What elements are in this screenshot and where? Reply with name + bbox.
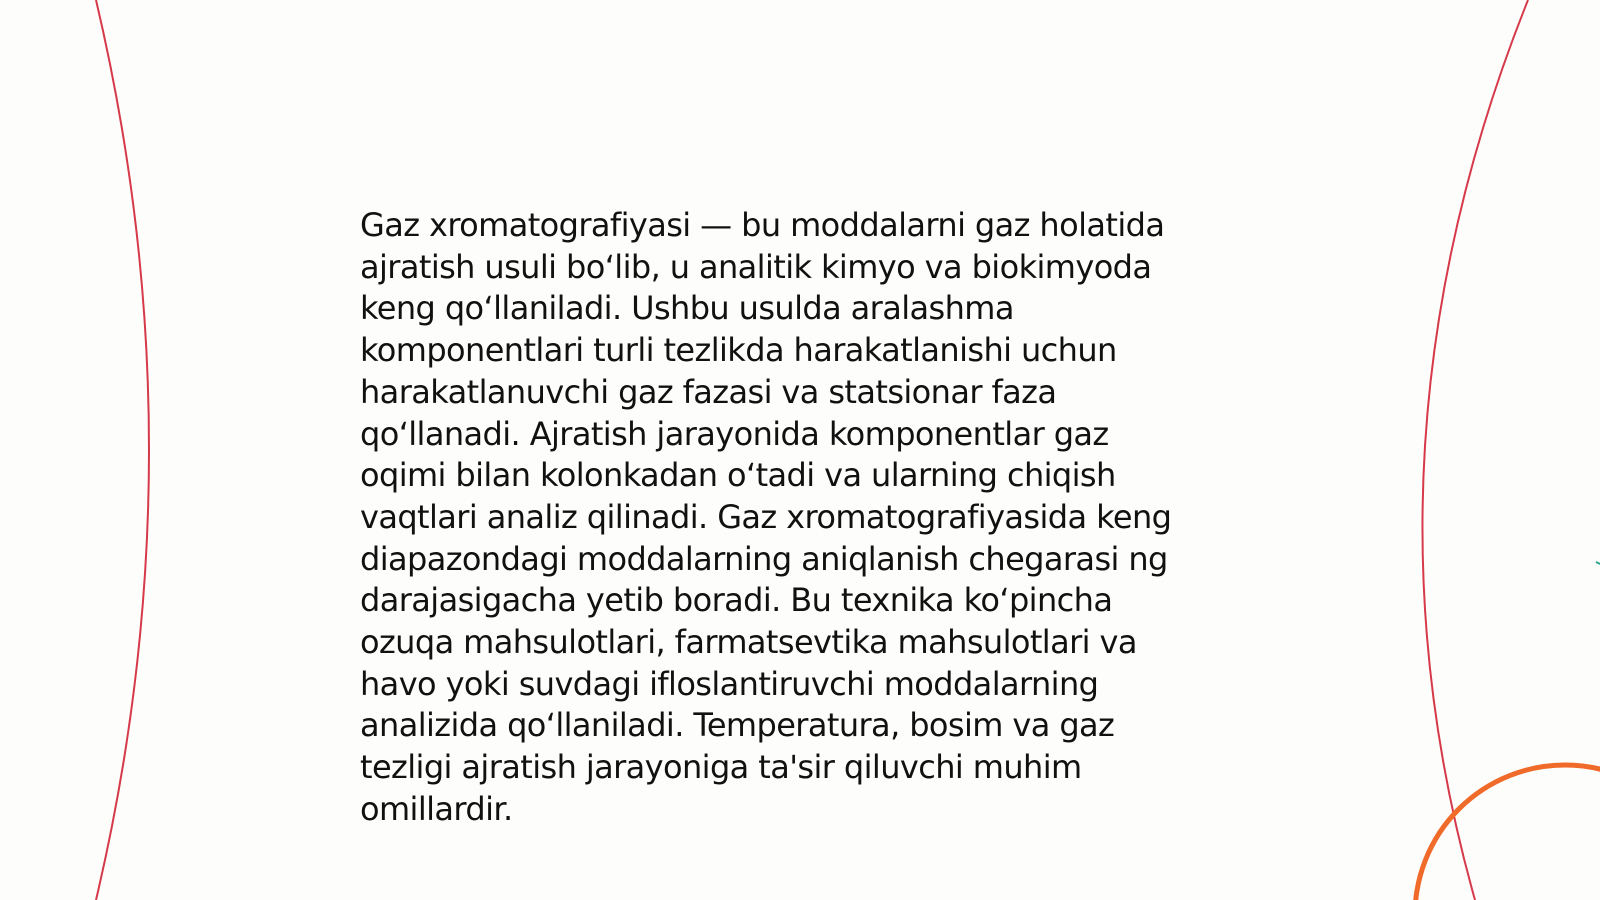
left-arc-line	[96, 0, 149, 900]
edge-accent-mark	[1596, 562, 1600, 564]
slide-body-text: Gaz xromatografiyasi — bu moddalarni gaz holatida ajratish usuli boʻlib, u analitik kimyo va biokimyoda keng qoʻllaniladi. Ushbu usulda aralashma komponentlari turli tezlikda harakatlanishi uchun harakatlanuvchi gaz fazasi va statsionar faza qoʻllanadi. Ajratish jarayonida komponentlar gaz oqimi bilan kolonkadan oʻtadi va ularning chiqish vaqtlari analiz qilinadi. Gaz xromatografiyasida keng diapazondagi moddalarning aniqlanish chegarasi ng darajasigacha yetib boradi. Bu texnika koʻpincha ozuqa mahsulotlari, farmatsevtika mahsulotlari va havo yoki suvdagi ifloslantiruvchi moddalarning analizida qoʻllaniladi. Temperatura, bosim va gaz tezligi ajratish jarayoniga ta'sir qiluvchi muhim omillardir.	[360, 206, 1172, 828]
right-arc-line	[1422, 0, 1528, 900]
corner-circle-outline	[1415, 765, 1600, 900]
